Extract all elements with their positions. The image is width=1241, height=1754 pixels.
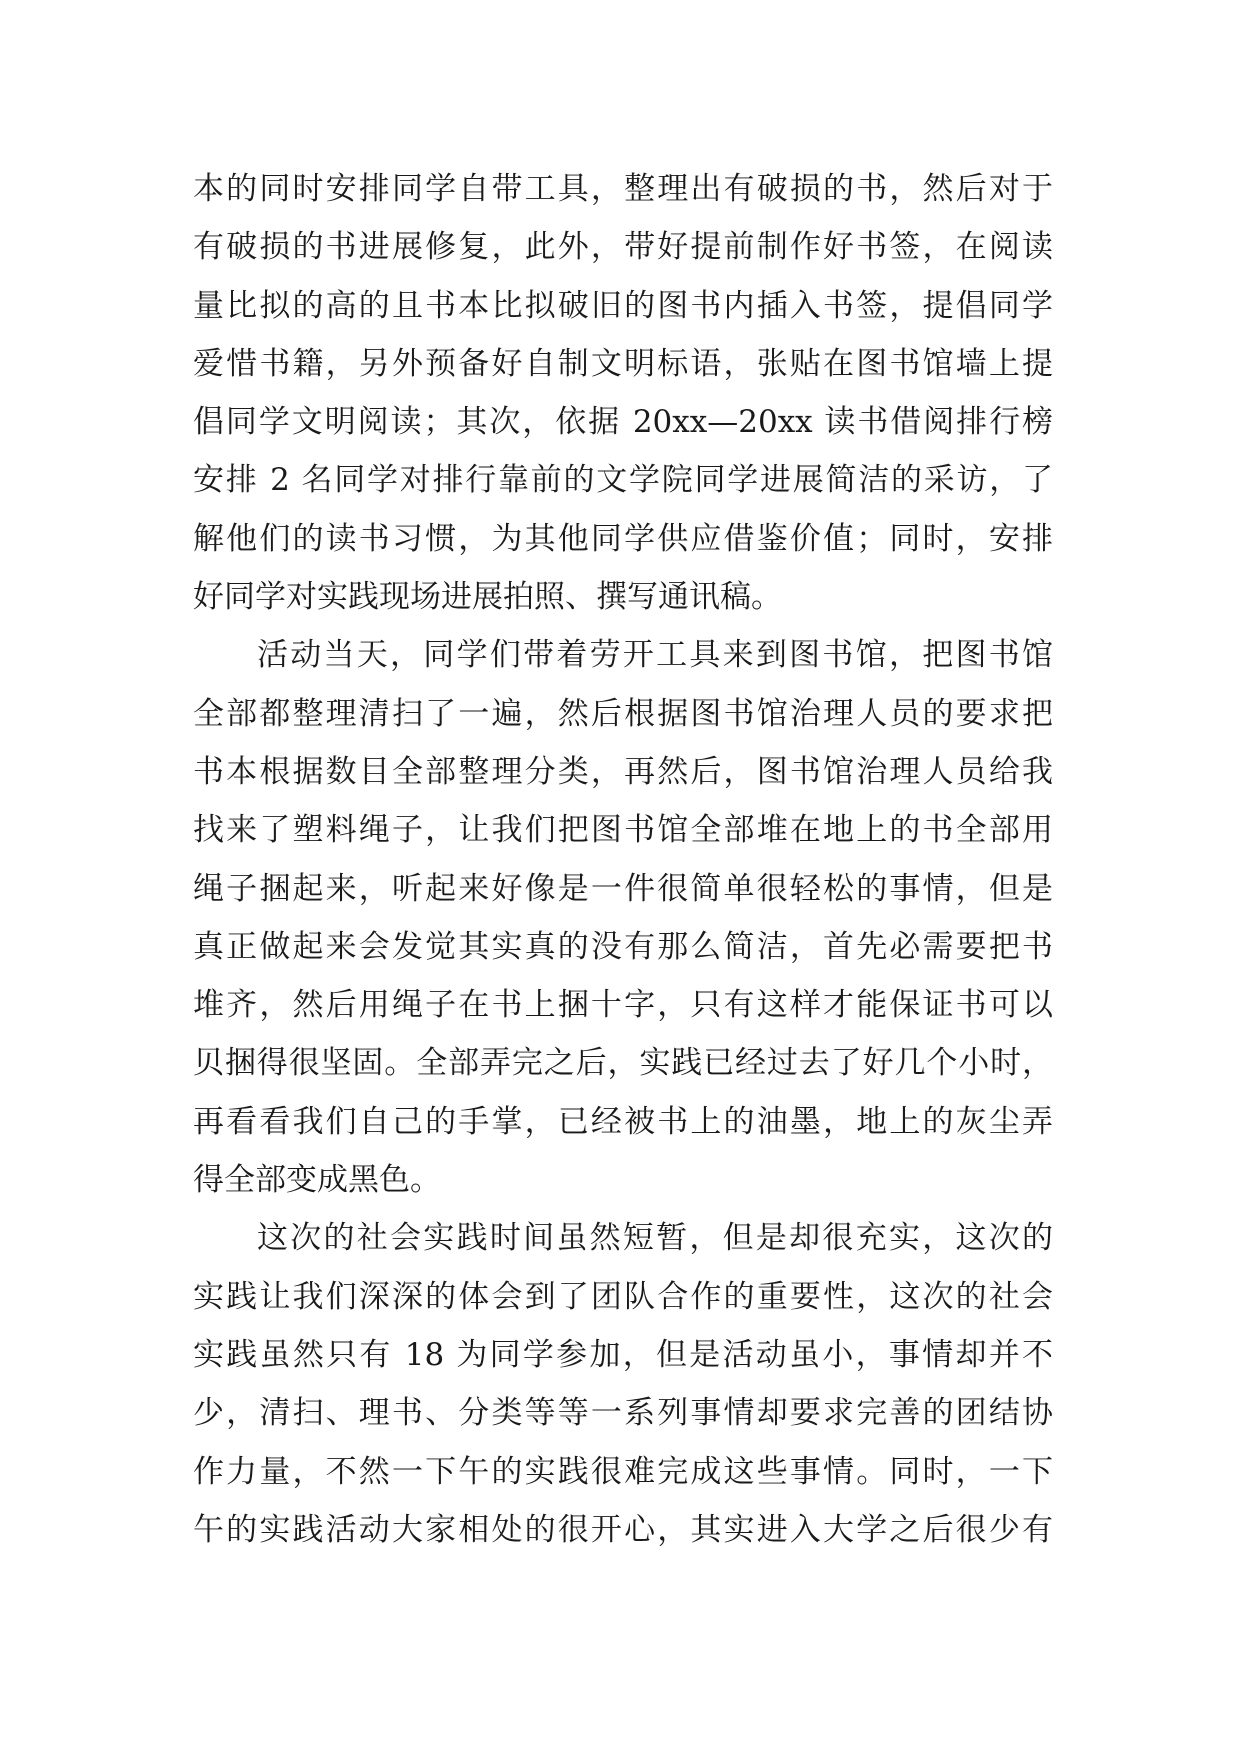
paragraph-2-line-3: 书本根据数目全部整理分类，再然后，图书馆治理人员给我 (193, 753, 1053, 790)
paragraph-3-line-6: 午的实践活动大家相处的很开心，其实进入大学之后很少有 (193, 1511, 1053, 1548)
paragraph-3-line-4: 少，清扫、理书、分类等等一系列事情却要求完善的团结协 (193, 1395, 1053, 1432)
paragraph-2-line-8: 贝捆得很坚固。全部弄完之后，实践已经过去了好几个小时， (193, 1045, 1053, 1082)
paragraph-3-line-3: 实践虽然只有 18 为同学参加，但是活动虽小，事情却并不 (193, 1336, 1053, 1373)
paragraph-2-line-6: 真正做起来会发觉其实真的没有那么简洁，首先必需要把书 (193, 928, 1053, 965)
paragraph-2-line-2: 全部都整理清扫了一遍，然后根据图书馆治理人员的要求把 (193, 695, 1053, 732)
paragraph-2-line-5: 绳子捆起来，听起来好像是一件很简单很轻松的事情，但是 (193, 870, 1053, 907)
paragraph-1-line-7: 解他们的读书习惯，为其他同学供应借鉴价值；同时，安排 (193, 520, 1053, 557)
paragraph-2-line-9: 再看看我们自己的手掌，已经被书上的油墨，地上的灰尘弄 (193, 1103, 1053, 1140)
paragraph-1-line-1: 本的同时安排同学自带工具，整理出有破损的书，然后对于 (193, 171, 1053, 207)
paragraph-1-line-5: 倡同学文明阅读；其次，依据 20xx—20xx 读书借阅排行榜 (193, 404, 1053, 441)
paragraph-1-line-8: 好同学对实践现场进展拍照、撰写通讯稿。 (193, 579, 782, 616)
paragraph-2-line-10: 得全部变成黑色。 (193, 1162, 441, 1199)
paragraph-2-line-7: 堆齐，然后用绳子在书上捆十字，只有这样才能保证书可以 (193, 987, 1053, 1024)
paragraph-3-line-1: 这次的社会实践时间虽然短暂，但是却很充实，这次的 (257, 1220, 1053, 1257)
paragraph-2-line-4: 找来了塑料绳子，让我们把图书馆全部堆在地上的书全部用 (193, 812, 1053, 849)
paragraph-1-line-3: 量比拟的高的且书本比拟破旧的图书内插入书签，提倡同学 (193, 287, 1053, 324)
paragraph-1-line-6: 安排 2 名同学对排行靠前的文学院同学进展简洁的采访，了 (193, 462, 1053, 499)
paragraph-3-line-2: 实践让我们深深的体会到了团队合作的重要性，这次的社会 (193, 1278, 1053, 1315)
paragraph-1-line-2: 有破损的书进展修复，此外，带好提前制作好书签，在阅读 (193, 229, 1053, 266)
paragraph-3-line-5: 作力量，不然一下午的实践很难完成这些事情。同时，一下 (193, 1453, 1053, 1490)
paragraph-1-line-4: 爱惜书籍，另外预备好自制文明标语，张贴在图书馆墙上提 (193, 345, 1053, 382)
paragraph-2-line-1: 活动当天，同学们带着劳开工具来到图书馆，把图书馆 (257, 637, 1053, 674)
body-text (193, 160, 1053, 1559)
